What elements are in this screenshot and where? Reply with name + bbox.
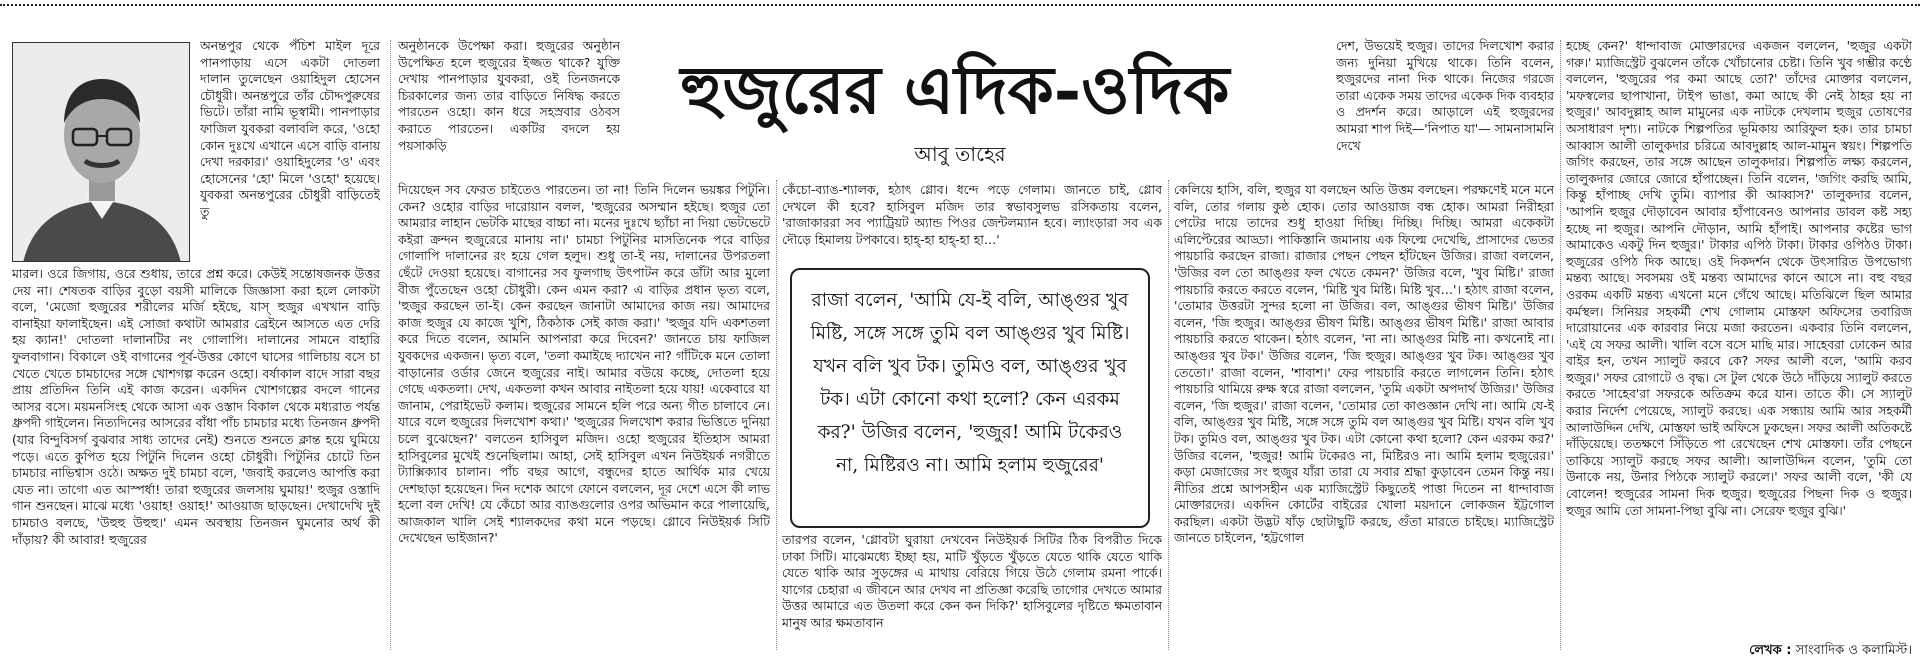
column-3-top bbox=[782, 182, 1162, 266]
column-divider bbox=[1560, 40, 1561, 650]
column-divider bbox=[776, 180, 777, 650]
column-5 bbox=[1566, 38, 1912, 642]
article-headline: হুজুরের এদিক-ওদিক bbox=[680, 51, 1230, 129]
top-dotted-rule bbox=[0, 4, 1920, 6]
column-2-top bbox=[398, 38, 620, 180]
author-credit-desc: সাংবাদিক ও কলামিস্ট। bbox=[1795, 643, 1912, 658]
author-photo bbox=[12, 42, 190, 262]
column-2-top-text: অনুষ্ঠানকে উপেক্ষা করা। হুজুরের অনুষ্ঠান উপেক্ষিত হলে হুজুরের ইজ্জত থাকে? যুক্তি দেখায় পানপাড়ার যুবকরা, ওই তিনজনকে চিরকালের জন্য তার বাড়িতে নিষিদ্ধ করতে পারতেন ওহো। কান ধরে সহস্রবার ওঠবস করাতে পারতেন। একটির বদলে হয় পয়সাকড়ি bbox=[398, 38, 620, 153]
column-4-top bbox=[1336, 38, 1554, 180]
column-3-bottom-text: তারপর বলেন, 'গ্লোবটা ঘুরায়া দেখবেন নিউইয়র্ক সিটির ঠিক বিপরীত দিকে ঢাকা সিটি। মাঝেমধ্যে ইচ্ছা হয়, মাটি খুঁড়তে খুঁড়তে যেতে থাকি যেতে থাকি যেতে থাকি আর সুড়ঙ্গের এ মাথায় বেরিয়ে গিয়ে উঠে গেলাম রমনা পার্কে। যাগের চেহারা এ জীবনে আর দেখব না প্রতিজ্ঞা করেছি তাগোর দেখতে আমার উত্তর আমারে এত উতলা করে কেন কন দিকি?' হাসিবুলের দৃষ্টিতে ক্ষমতাবান মানুষ আর ক্ষমতাবান bbox=[782, 532, 1162, 630]
column-3-bottom bbox=[782, 532, 1162, 648]
column-4-top-text: দেশ, উভয়েই হুজুর। তাদের দিলখোশ করার জন্য দুনিয়া মুখিয়ে থাকে। তিনি বলেন, হুজুরদের নানা দিক থাকে। নিজের গরজে তারা একেক সময় তাদের একেক দিক ব্যবহার ও প্রদর্শন করে। আড়ালে এই হুজুরদের আমরা শাপ দিই—'নিপাত যা'— সামনাসামনি দেখে bbox=[1336, 38, 1554, 153]
column-2-bottom bbox=[398, 182, 770, 648]
column-3-top-text: কেঁচো-ব্যাঙ-শ্যালক, হঠাৎ গ্লোব। ধন্দে পড়ে গেলাম। জানতে চাই, গ্লোব দেখলে কী হবে? হাসিবুল মজিদ তার স্বভাবসুলভ রসিকতায় বলেন, 'রাজাকাররা সব প্যাট্রিয়ট অ্যান্ড পিওর জেন্টলম্যান হবে। ল্যাংড়ারা সব এক দৌড়ে হিমালয় টপকাবে। হাহ্‌-হা হাহ্‌-হা হা…' bbox=[782, 182, 1162, 247]
column-2-bottom-text: দিয়েছেন সব ফেরত চাইতেও পারতেন। তা না! তিনি দিলেন ভয়ঙ্কর পিটুনি। কেন? ওহোর বাড়ির দারোয়ান বলল, 'হুজুরের অসম্মান হইছে। হুজুর তো আমরার লাহান ভেটকি মাছের বাচ্চা না। মনের দুঃখে ছ্যাঁচা না দিয়া ভেটভেটে কইরা ক্রন্দন হুজুরেরে মানায় না।' চামচা পিটুনির মাসতিনেক পরে বাড়ির গোলাপি দালানের রং হয়ে গেল হলুদ। শুধু তা-ই নয়, দালানের উপরতলা ছেঁটে দেওয়া হয়েছে। বাগানের সব ফুলগাছ উৎপাটন করে ডাঁটা আর মুলো বীজ পুঁতেছেন ওহো চৌধুরী। কেন এমন করা? এ বাড়ির প্রধান ভৃত্য বলে, 'হুজুর করছেন তা-ই। কেন করছেন জানাটা আমাদের কাজ নয়। আমাদের কাজ হুজুর যে কাজে খুশি, ঠিকঠাক সেই কাজ করা।' 'হুজুর যদি একশতলা করে দিতে বলেন, আমনি আপনারা করে দিবেন?' জানতে চায় ফাজিল যুবকদের একজন। ভৃত্য বলে, 'তলা কমাইছে দ্যাখেন না? গাঁটিকে মনে তোলা বাড়ানোর ওর্ডার জেনে হুজুরের নাই। আমার বউয়ে কচ্ছে, দোতলা হয়ে গেছে একতলা। দেখ, একতলা কখন আবার নাইতলা হয়ে যায়! একেবারে যা জানাম, পেরাইভেট কলাম। হুজুরের সামনে হলি পরে অন্য গীত চালাবে নে। যারে বলে হুজুরের দিলখোশ কথা।' 'হুজুরের দিলখোশ করার ভিত্তিতে দুনিয়া চলে বুঝেছেন?' বলতেন হাসিবুল মজিদ। ওহো হুজুরের ইতিহাস আমরা হাসিবুলের মুখেই শুনেছিলাম। আহা, সেই হাসিবুল এখন নিউইয়র্ক নগরীতে ট্যাক্সিক্যাব চালান। পাঁচ বছর আগে, বন্ধুদের হাতে আর্থিক মার খেয়ে দেশছাড়া হয়েছেন। দিন দশেক আগে ফোনে বললেন, দূর দেশে এসে কী লাভ হলো বল দেখি! যে কেঁচো আর ব্যাঙগুলোর ওপর অভিমান করে পালায়েছি, আজকাল খালি সেই শ্যালকদের কথা মনে পড়ছে। গ্লোবে নিউইয়র্ক সিটি দেখেছেন ভাইজান?' bbox=[398, 182, 770, 546]
author-credit-label: লেখক : bbox=[1749, 643, 1792, 658]
column-5-text: হচ্ছে কেন?' ধান্দাবাজ মোক্তারদের একজন বললেন, 'হুজুর একটা গরু।' ম্যাজিস্ট্রেট বুঝলেন তাঁকে খোঁচানোর চেষ্টা। তিনি খুব গম্ভীর কণ্ঠে বললেন, 'হুজুরের পর কমা আছে তো?' তাঁদের মোক্তার বললেন, 'মফস্বলের ছাপাখানা, টাইপ ভাঙা, কমা আছে কী নেই ঠাহর হয় না হুজুর।' আবদুল্লাহ আল মামুনের এক নাটকে দেখলাম হুজুর তোষণের অসাধারণ দৃশ্য। নাটকে শিল্পপতির ভূমিকায় আরিফুল হক। তার চামচা আব্বাস আলী তালুকদার চরিত্রে আবদুল্লাহ আল-মামুন স্বয়ং। শিল্পপতি জগিং করছেন, তার সঙ্গে আছেন তালুকদার। শিল্পপতি লক্ষ্য করলেন, তালুকদার জোরে জোরে হাঁপাচ্ছেন। তিনি বলেন, 'জগিং করছি আমি, কিন্তু হাঁপাচ্ছ দেখি তুমি। ব্যাপার কী আব্বাস?' তালুকদার বলেন, 'আপনি হুজুর দৌড়াবেন আবার হাঁপাবেনও আপনার ডাবল কষ্ট সহ্য হচ্ছে না হুজুর। আপনি দৌড়ান, আমি হাঁপাই। আপনার কষ্টের ভাগ আমাকেও একটু দিন হুজুর।' টাকার এপিঠ টাকা। টাকার ওপিঠও টাকা। হুজুরের ওপিঠ দিক আছে। ওই দিকদর্শন থেকে উৎসারিত উপভোগ্য মন্তব্য আছে। সবসময় ওই মন্তব্য আমাদের কানে আসে না। বহু বছর ওরকম একটি মন্তব্য এখনো মনে গেঁথে আছে। মতিঝিলে ছিল আমার কর্মস্থল। সিনিয়র সহকর্মী শেখ গোলাম মোস্তফা অফিসের তবারিজ দারোয়ানের এক কারবার নিয়ে মজা করতেন। একবার তিনি বললেন, 'এই যে সফর আলী। খালি বসে বসে মাছি মার। সাহেবরা ঢোকেন আর বাইর হন, তখন স্যালুট করবে কে? সফর আলী বলে, 'আমি করব হুজুর।' সফর রোগাটে ও বৃদ্ধ। সে টুল থেকে উঠে দাঁড়িয়ে স্যালুট করতে করতে 'সাহেব'রা সফরকে অতিক্রম করে যান। তাতে কী। সে স্যালুট করার নির্দেশ পেয়েছে, স্যালুট করছে। এক সন্ধ্যায় আমি আর সহকর্মী আলাউদ্দিন দেখি, মোস্তফা ভাই অফিসে ঢুকছেন। সফর আলী অতিকষ্টে দাঁড়িয়েছে। ততক্ষণে সিঁড়িতে পা রেখেছেন শেখ মোস্তফা। তাঁর পেছনে তাকিয়ে স্যালুট করছে সফর আলী। আলাউদ্দিন বলেন, 'তুমি তো উনাকে নয়, উনার পিঠকে স্যালুট করলে।' সফর আলী বলে, 'কী যে বোলেন! হুজুরের সামনা দিক হুজুর। হুজুরের পিছনা দিক ও হুজুর। হুজুর আমি তো সামনা-পিছা বুঝি না। সেরেফ হুজুর বুঝি।' bbox=[1566, 38, 1912, 518]
author-portrait-illustration bbox=[13, 43, 190, 262]
pull-quote-text: রাজা বলেন, 'আমি যে-ই বলি, আঙ্গুর খুব মিষ্টি, সঙ্গে সঙ্গে তুমি বল আঙ্গুর খুব মিষ্টি। যখন বলি খুব টক। তুমিও বল, আঙ্গুর খুব টক। এটা কোনো কথা হলো? কেন এরকম কর?' উজির বলেন, 'হুজুর! আমি টকেরও না, মিষ্টিরও না। আমি হলাম হুজুরের' bbox=[810, 290, 1130, 476]
author-credit bbox=[1700, 643, 1912, 659]
column-4-bottom bbox=[1174, 182, 1554, 648]
column-4-bottom-text: কেলিয়ে হাসি, বলি, হুজুর যা বলছেন অতি উত্তম বলছেন। পরক্ষণেই মনে মনে বলি, তোর গলায় কুষ্ঠ হোক। তোর আওয়াজ বন্ধ হোক। আমরা নিরীহরা পেটের দায়ে তাদের শুধু হাওয়া দিচ্ছি। দিচ্ছি। দিচ্ছি। আমরা একেকটা এলিপ্টেরের আড্ডা। পাকিস্তানি জমানায় এক ফিল্মে দেখেছি, প্রাসাদের ভেতর পায়চারি করছেন রাজা। রাজার পেছন পেছন হাঁটছেন উজির। রাজা বললেন, 'উজির বল তো আঙ্গুর ফল খেতে কেমন?' উজির বলে, 'খুব মিষ্টি।' রাজা পায়চারি করতে করতে বলেন, 'মিষ্টি খুব মিষ্টি। মিষ্টি খুব…'। হঠাৎ রাজা বলেন, 'তোমার উত্তরটা সুন্দর হলো না উজির। বল, আঙ্গুর ভীষণ মিষ্টি।' উজির বলেন, 'জি হুজুর। আঙ্গুর ভীষণ মিষ্টি। আঙ্গুর ভীষণ মিষ্টি।' রাজা আবার পায়চারি করতে থাকেন। হঠাৎ বলেন, 'না না। আঙ্গুর মিষ্টি না। কখনোই না। আঙ্গুর খুব টক।' উজির বলেন, 'জি হুজুর। আঙ্গুর খুব টক। আঙ্গুর খুব তেতো।' রাজা বলেন, 'শাবাশ।' ফের পায়চারি করতে লাগলেন তিনি। হঠাৎ পায়চারি থামিয়ে রুক্ষ স্বরে রাজা বললেন, 'তুমি একটা অপদার্থ উজির।' উজির বলেন, 'জি হুজুর।' রাজা বলেন, 'তোমার তো কাণ্ডজ্ঞান দেখি না। আমি যে-ই বলি, আঙ্গুর খুব মিষ্টি, সঙ্গে সঙ্গে তুমি বল আঙ্গুর খুব মিষ্টি। যখন বলি খুব টক। তুমিও বল, আঙ্গুর খুব টক। এটা কোনো কথা হলো? কেন এরকম কর?' উজির বলেন, 'হুজুর! আমি টকেরও না, মিষ্টিরও না। আমি হলাম হুজুরের।' কড়া মেজাজের সং হুজুর যাঁরা তারা যে সবার শ্রদ্ধা কুড়াবেন তেমন কিন্তু নয়। নীতির প্রশ্নে আপসহীন এক ম্যাজিস্ট্রেট কিছুতেই পাত্তা দিতেন না ধান্দাবাজ মোক্তারদের। একদিন কোর্টের বাইরের খোলা ময়দানে লোকজন ইট্টগোল করছিল। একটা উদ্ভট ষাঁড় ছোটাছুটি করছে, গুঁতা মারতে চাইছে। ম্যাজিস্ট্রেট জানতে চাইলেন, 'হট্টগোল bbox=[1174, 182, 1554, 546]
column-1-bottom-text: মারল। ওরে জিগায়, ওরে শুধায়, তারে প্রশ্ন করে। কেউই সন্তোষজনক উত্তর দেয় না। শেষতক বাড়ির বুড়ো বয়সী মালিকে জিজ্ঞাসা করা হলে লোকটা বলে, 'মেজো হুজুরের শরীলের মর্জি হইছে, যাস্‌ হুজুর এখখান বাড়ি বানাইয়া ফালাইছেন। এই সোজা কথাটা আমরার ব্রেইনে আসতে এত দেরি হয় ক্যান!' দোতলা দালানটির নং গোলাপি। দালানের সামনে বাহারি ফুলবাগান। বিকালে ওই বাগানের পূর্ব-উত্তর কোণে ঘাসের গালিচায় বসে চা খেতে খেতে চামচাদের সঙ্গে খোশগল্প করেন ওহো। বর্ষাকাল বাদে সারা বছর প্রায় প্রতিদিন তিনি এই কাজ করেন। একদিন খোশগল্পের বদলে গানের আসর বসে। ময়মনসিংহ থেকে আসা এক ওস্তাদ বিকাল থেকে মধ্যরাত পর্যন্ত ধ্রুপদী গাইলেন। নিত্যদিনের আসরের বাঁধা পাঁচ চামচার মধ্যে তিনজন ধ্রুপদী (যার বিন্দুবিসর্গ বুঝবার সাধ্য তাদের নেই) শুনতে শুনতে ক্লান্ত হয়ে ঘুমিয়ে পড়ে। এতে কুপিত হয়ে পিটুনি দিলেন ওহো চৌধুরী। পিটুনির চোটে তিন চামচার নাভিশ্বাস ওঠে। অক্ষত দুই চামচা বলে, 'জবাই করলেও আপত্তি করা যেত না। তাগো এত আস্পর্ধা! তারা হুজুরের জলসায় ঘুমায়!' হুজুর ওস্তাদি গান শুনছেন। মাঝে মধ্যে 'ওয়াহ! ওয়াহ!' আওয়াজ ছাড়ছেন। দেখাদেখি দুই চামচাও বলছে, 'উহুহু উহুহু।' এমন অবস্থায় তিনজন ঘুমনোর অর্থ কী দাঁড়ায়? কী আবার! হুজুরের bbox=[12, 266, 380, 547]
column-divider bbox=[1168, 180, 1169, 650]
article-byline: আবু তাহের bbox=[914, 142, 1006, 166]
column-1-top-text: অনন্তপুর থেকে পঁচিশ মাইল দূরে পানপাড়ায় এসে একটা দোতলা দালান তুলেছেন ওয়াহিদুল হোসেন চৌধুরী। অনন্তপুরে তাঁর চৌদ্দপুরুষের ভিটে। তাঁরা নামি ভূস্বামী। পানপাড়ার ফাজিল যুবকরা বলাবলি করে, 'ওহো কোন দুঃখে এখানে এসে বাড়ি বানায় দেখা দরকার।' ওয়াহিদুলের 'ও' এবং হোসেনের 'হো' মিলে 'ওহো' হয়েছে। যুবকরা অনন্তপুরের চৌধুরী বাড়িতেই তু bbox=[200, 38, 380, 219]
pull-quote-box bbox=[790, 268, 1150, 528]
column-divider bbox=[390, 40, 391, 650]
column-1-top bbox=[200, 38, 380, 263]
column-1-bottom bbox=[12, 266, 380, 646]
